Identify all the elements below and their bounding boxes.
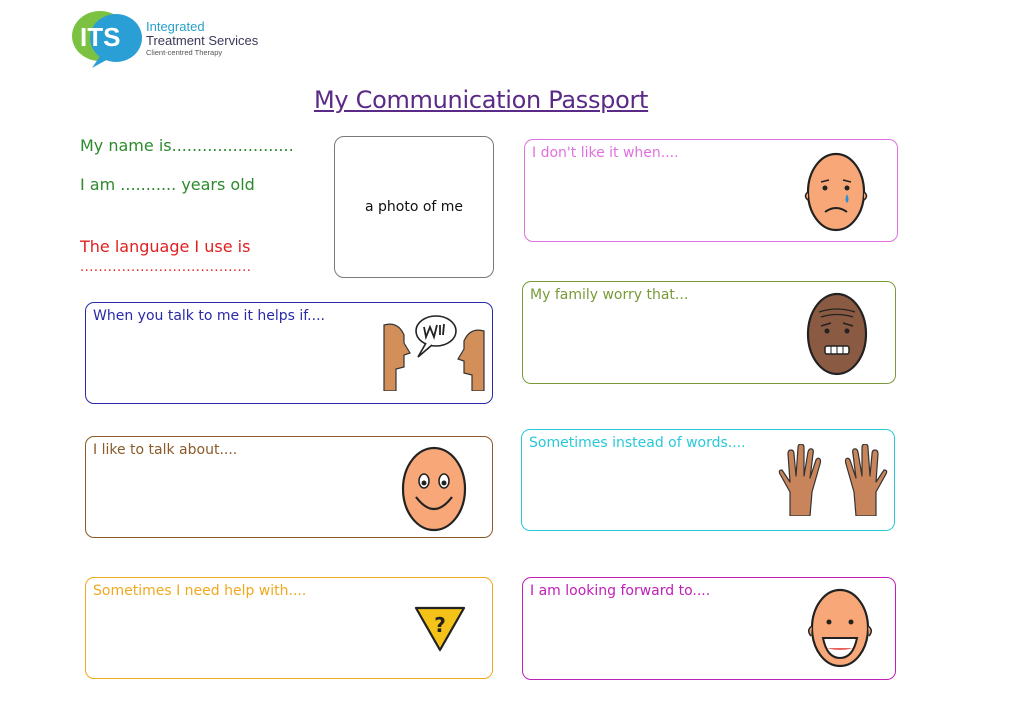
smiling-face-icon [400,441,468,533]
box-instead-words[interactable] [521,429,895,531]
box-like-talk-label: I like to talk about.... [93,442,238,458]
box-need-help-label: Sometimes I need help with.... [93,583,307,599]
logo-mark-text: ITS [80,22,121,52]
box-need-help[interactable] [85,577,493,679]
hands-icon [778,444,888,516]
box-instead-words-label: Sometimes instead of words.... [529,435,746,451]
photo-placeholder[interactable] [334,136,494,278]
worried-face-icon [805,290,869,376]
box-dont-like[interactable] [524,139,898,242]
box-talk-helps[interactable] [85,302,493,404]
logo-line2: Treatment Services [146,32,259,48]
question-warning-icon [412,604,468,654]
logo-text [146,20,258,57]
box-like-talk[interactable] [85,436,493,538]
language-field[interactable]: ..................................... [80,260,252,275]
box-family-worry-label: My family worry that... [530,287,689,303]
sad-face-icon [803,150,869,234]
page-title: My Communication Passport [314,86,649,114]
box-family-worry[interactable] [522,281,896,384]
box-talk-helps-label: When you talk to me it helps if.... [93,308,325,324]
box-looking-forward-label: I am looking forward to.... [530,583,711,599]
name-field[interactable]: My name is........................ [80,136,294,155]
language-label: The language I use is [80,237,251,256]
box-looking-forward[interactable] [522,577,896,680]
logo-line1: Integrated [146,19,205,34]
age-field[interactable]: I am ........... years old [80,175,255,194]
logo-line3: Client-centred Therapy [146,48,223,58]
two-people-talking-icon [382,313,486,391]
happy-face-icon [805,586,875,670]
its-logo-mark [70,8,144,70]
svg-text:?: ? [434,613,446,637]
box-dont-like-label: I don't like it when.... [532,145,679,161]
photo-label: a photo of me [364,199,464,215]
